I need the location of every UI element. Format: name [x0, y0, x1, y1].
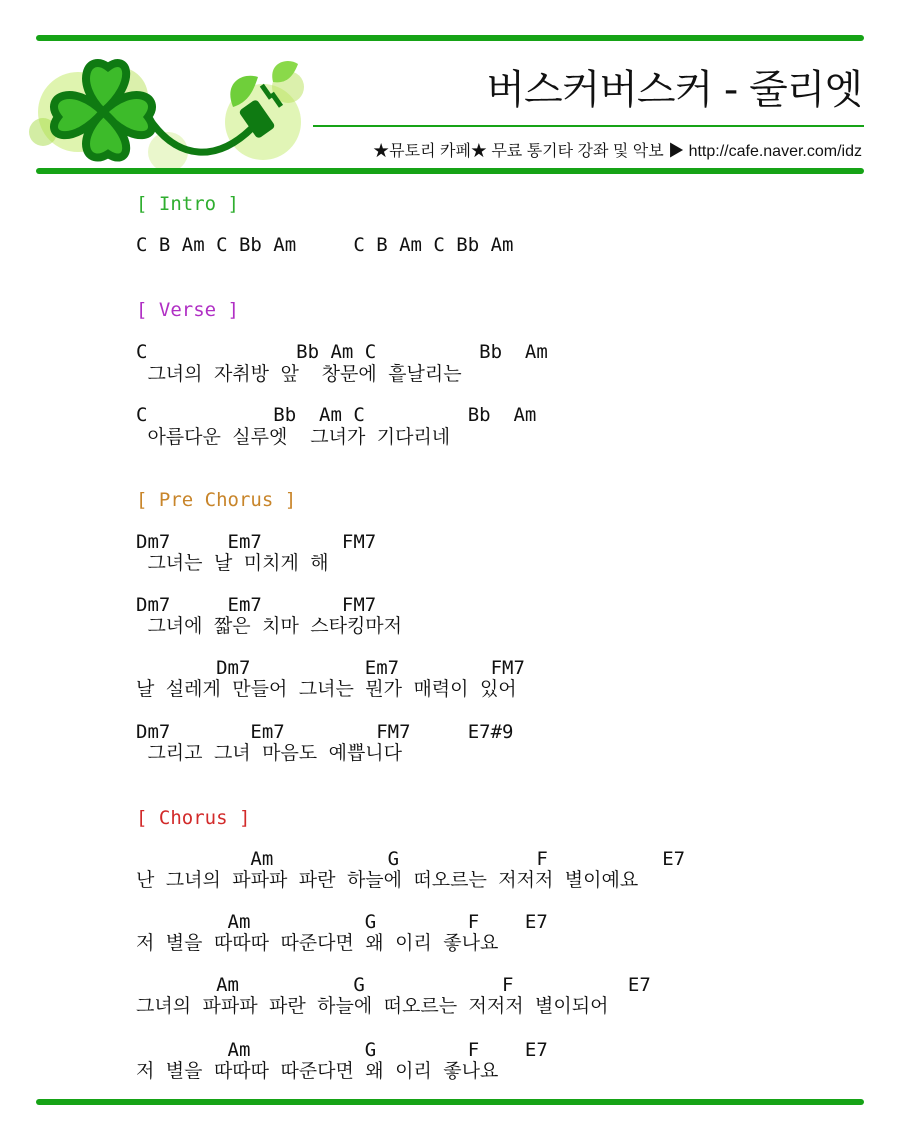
- section-label-pre-chorus: [ Pre Chorus ]: [136, 489, 297, 511]
- clover-plug-logo-icon: [18, 42, 318, 170]
- page-subtitle: ★뮤토리 카페★ 무료 통기타 강좌 및 악보 ▶ http://cafe.naver.com/idz: [373, 143, 862, 160]
- header-divider: [313, 125, 864, 127]
- chorus-chord-line: Am G F E7: [136, 974, 651, 996]
- verse-lyric-line: 그녀의 자취방 앞 창문에 흩날리는: [136, 363, 462, 385]
- chorus-chord-line: Am G F E7: [136, 848, 686, 870]
- verse-lyric-line: 아름다운 실루엣 그녀가 기다리네: [136, 426, 451, 448]
- verse-chord-line: C Bb Am C Bb Am: [136, 341, 548, 363]
- pre-chorus-lyric-line: 그녀에 짧은 치마 스타킹마저: [136, 615, 403, 637]
- chorus-chord-line: Am G F E7: [136, 1039, 548, 1061]
- section-label-chorus: [ Chorus ]: [136, 807, 251, 829]
- header-bottom-divider: [36, 168, 864, 174]
- page-title: 버스커버스커 - 줄리엣: [486, 67, 862, 113]
- chorus-lyric-line: 저 별을 따따따 따준다면 왜 이리 좋나요: [136, 1060, 499, 1082]
- verse-chord-line: C Bb Am C Bb Am: [136, 404, 537, 426]
- chorus-lyric-line: 저 별을 따따따 따준다면 왜 이리 좋나요: [136, 932, 499, 954]
- section-label-verse: [ Verse ]: [136, 299, 239, 321]
- intro-chords: C B Am C Bb Am C B Am C Bb Am: [136, 234, 514, 256]
- pre-chorus-lyric-line: 날 설레게 만들어 그녀는 뭔가 매력이 있어: [136, 678, 517, 700]
- top-divider: [36, 35, 864, 41]
- chorus-chord-line: Am G F E7: [136, 911, 548, 933]
- chorus-lyric-line: 난 그녀의 파파파 파란 하늘에 떠오르는 저저저 별이예요: [136, 869, 639, 891]
- pre-chorus-chord-line: Dm7 Em7 FM7: [136, 531, 377, 553]
- pre-chorus-lyric-line: 그리고 그녀 마음도 예쁩니다: [136, 742, 403, 764]
- pre-chorus-chord-line: Dm7 Em7 FM7 E7#9: [136, 721, 514, 743]
- pre-chorus-chord-line: Dm7 Em7 FM7: [136, 657, 525, 679]
- pre-chorus-chord-line: Dm7 Em7 FM7: [136, 594, 377, 616]
- footer-divider: [36, 1099, 864, 1105]
- pre-chorus-lyric-line: 그녀는 날 미치게 해: [136, 552, 329, 574]
- section-label-intro: [ Intro ]: [136, 193, 239, 215]
- chorus-lyric-line: 그녀의 파파파 파란 하늘에 떠오르는 저저저 별이되어: [136, 995, 609, 1017]
